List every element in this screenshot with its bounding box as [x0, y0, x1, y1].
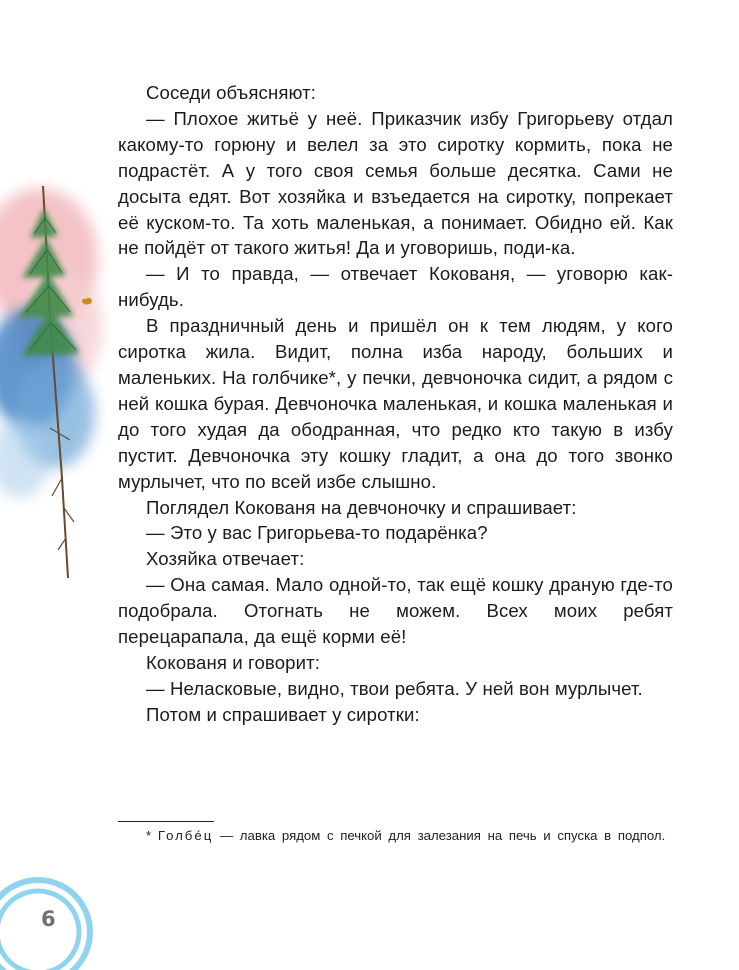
paragraph-6: — Это у вас Григорьева-то подарёнка?	[146, 522, 488, 544]
paragraph-1: Соседи объясняют:	[146, 82, 317, 103]
paragraph-4: В праздничный день и пришёл он к тем людям, у кого сиротка жила. Видит, полна изба народу, больших и маленьких. На голбчике*, у печки, девчоночка сидит, а рядом с ней кошка бурая. Девчоночка маленькая, и кошка маленькая и до того худая да ободранная, что редко кто такую в избу пустит. Девчоночка эту кошку гладит, а она до того звонко мурлычет, что по всей избе слышно.	[118, 315, 673, 492]
paragraph-7: Хозяйка отвечает:	[146, 548, 305, 570]
paragraph-11: Потом и спрашивает у сиротки:	[146, 703, 420, 725]
page-number: 6	[41, 907, 56, 931]
paragraph-5: Поглядел Кокованя на девчоночку и спрашивает:	[146, 496, 577, 518]
footnote	[118, 826, 674, 846]
paragraph-10: — Неласковые, видно, твои ребята. У ней вон мурлычет.	[146, 677, 643, 699]
fir-tree-watercolor-illustration	[0, 178, 110, 590]
footnote-mark: *	[146, 828, 152, 843]
paragraph-9: Кокованя и говорит:	[146, 651, 320, 673]
paragraph-8: — Она самая. Мало одной-то, так ещё кошку драную где-то подобрала. Отогнать не можем. Всех моих ребят перецарапала, да ещё корми её!	[118, 574, 673, 648]
story-text	[118, 80, 673, 728]
paragraph-3: — И то правда, — отвечает Кокованя, — уговорю как-нибудь.	[118, 263, 673, 311]
footnote-divider	[118, 821, 214, 822]
paragraph-2: — Плохое житьё у неё. Приказчик избу Григорьеву отдал какому-то горюну и велел за это сиротку кормить, пока не подрастёт. А у того своя семья больше десятка. Сами не досыта едят. Вот хозяйка и взъедается на сиротку, попрекает её куском-то. Та хоть маленькая, а понимает. Обидно ей. Как не пойдёт от такого житья! Да и уговоришь, поди-ка.	[118, 107, 673, 259]
footnote-term: Голбéц	[157, 828, 214, 843]
footnote-definition: — лавка рядом с печкой для залезания на печь и спуска в подпол.	[219, 828, 666, 843]
decorative-circle-arcs	[0, 850, 120, 970]
